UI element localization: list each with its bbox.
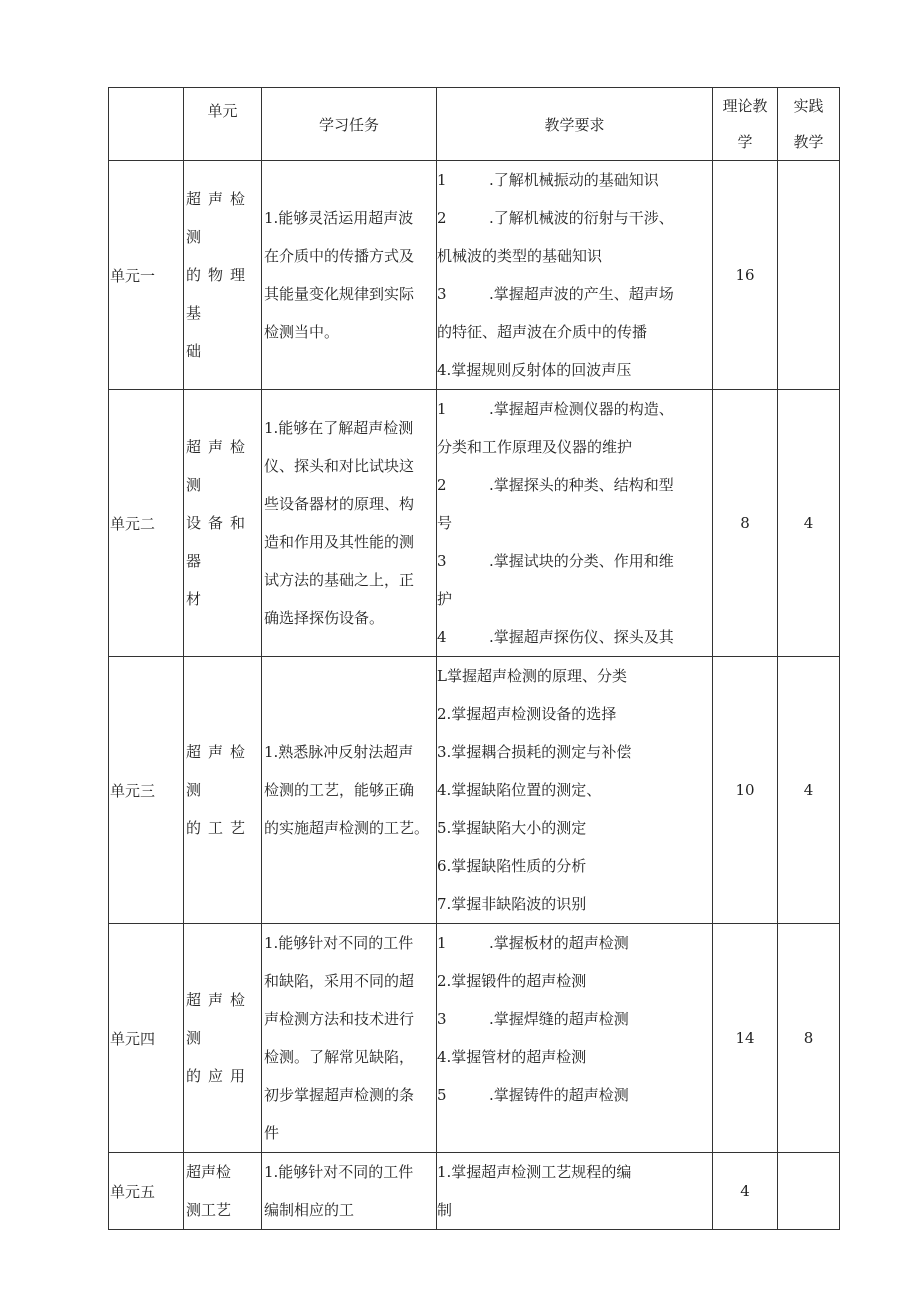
requirement-number: 4 [437,628,447,646]
teaching-requirement [437,1153,713,1230]
requirement-item [437,809,712,847]
header-blank-cell [109,88,184,161]
requirement-item [437,885,712,923]
header-theory: 理论教 学 [713,88,778,161]
subject-line: 超声检 [186,1163,232,1181]
unit-label: 单元五 [109,1153,184,1230]
subject-line: 超声检测 [186,438,253,494]
theory-hours: 10 [713,657,778,924]
unit-label: 单元二 [109,390,184,657]
task-line: 确选择探伤设备。 [264,609,385,627]
task-line: 造和作用及其性能的测 [264,533,415,551]
subject-line: 的物理基 [186,266,253,322]
requirement-text: .掌握超声探伤仪、探头及其 [489,628,674,646]
header-requirement: 教学要求 [437,88,713,161]
requirement-item [437,390,712,428]
requirement-number: 1 [437,171,447,189]
header-task: 学习任务 [262,88,437,161]
task-line: 检测。了解常见缺陷， [264,1048,415,1066]
learning-task [262,390,437,657]
teaching-requirement [437,161,713,390]
requirement-text: .掌握探头的种类、结构和型 [489,476,674,494]
task-line: 1.能够针对不同的工件 [264,1163,414,1181]
unit-subject [184,924,262,1153]
requirement-text: 分类和工作原理及仪器的维护 [437,438,633,456]
requirement-item [437,1000,712,1038]
task-line: 试方法的基础之上，正 [264,571,415,589]
requirement-item [437,733,712,771]
requirement-item [437,199,712,237]
header-unit: 单元 [184,88,262,161]
subject-line: 超声检测 [186,190,253,246]
requirement-text: 5.掌握缺陷大小的测定 [437,819,587,837]
syllabus-table [108,87,840,1230]
requirement-item [437,1153,712,1191]
practice-hours: 8 [778,924,840,1153]
requirement-text: 2.掌握锻件的超声检测 [437,972,587,990]
requirement-text: .了解机械振动的基础知识 [489,171,659,189]
unit-subject [184,1153,262,1230]
task-line: 1.能够针对不同的工件 [264,934,414,952]
learning-task [262,657,437,924]
requirement-item [437,1191,712,1229]
practice-hours [778,161,840,390]
requirement-item [437,161,712,199]
task-line: 检测的工艺，能够正确 [264,781,415,799]
table-row [109,924,840,1153]
requirement-item [437,924,712,962]
requirement-text: 制 [437,1201,453,1219]
subject-line: 材 [186,590,209,608]
table-row [109,657,840,924]
requirement-text: .掌握铸件的超声检测 [489,1086,629,1104]
requirement-number: 2 [437,476,447,494]
requirement-text: L掌握超声检测的原理、分类 [437,667,627,685]
requirement-text: 的特征、超声波在介质中的传播 [437,323,648,341]
requirement-number: 2 [437,209,447,227]
header-row [109,88,840,161]
requirement-item [437,771,712,809]
subject-line: 设备和器 [186,514,253,570]
requirement-item [437,1038,712,1076]
requirement-text: 1.掌握超声检测工艺规程的编 [437,1163,632,1181]
requirement-item [437,428,712,466]
subject-line: 超声检测 [186,743,253,799]
unit-label: 单元四 [109,924,184,1153]
unit-label: 单元三 [109,657,184,924]
requirement-text: 4.掌握缺陷位置的测定、 [437,781,602,799]
requirement-item [437,618,712,656]
practice-hours: 4 [778,657,840,924]
learning-task [262,161,437,390]
subject-line: 超声检测 [186,991,253,1047]
requirement-number: 5 [437,1086,447,1104]
task-line: 1.熟悉脉冲反射法超声 [264,743,414,761]
requirement-text: .了解机械波的衍射与干涉、 [489,209,674,227]
teaching-requirement [437,924,713,1153]
theory-hours: 4 [713,1153,778,1230]
header-practice: 实践 教学 [778,88,840,161]
subject-line: 的应用 [186,1067,253,1085]
practice-hours [778,1153,840,1230]
requirement-text: .掌握超声检测仪器的构造、 [489,400,674,418]
task-line: 的实施超声检测的工艺。 [264,819,430,837]
task-line: 编制相应的工 [264,1201,355,1219]
task-line: 其能量变化规律到实际 [264,285,415,303]
requirement-text: 4.掌握管材的超声检测 [437,1048,587,1066]
learning-task [262,924,437,1153]
requirement-item [437,1076,712,1114]
requirement-item [437,542,712,580]
requirement-text: .掌握超声波的产生、超声场 [489,285,674,303]
requirement-text: 机械波的类型的基础知识 [437,247,603,265]
requirement-item [437,962,712,1000]
requirement-number: 3 [437,285,447,303]
practice-hours: 4 [778,390,840,657]
requirement-text: 6.掌握缺陷性质的分析 [437,857,587,875]
subject-line: 的工艺 [186,819,253,837]
table-row [109,390,840,657]
requirement-number: 1 [437,934,447,952]
task-line: 检测当中。 [264,323,340,341]
requirement-number: 3 [437,552,447,570]
task-line: 1.能够在了解超声检测 [264,419,414,437]
task-line: 些设备器材的原理、构 [264,495,415,513]
requirement-item [437,657,712,695]
unit-subject [184,161,262,390]
task-line: 件 [264,1124,280,1142]
task-line: 仪、探头和对比试块这 [264,457,415,475]
task-line: 和缺陷，采用不同的超 [264,972,415,990]
requirement-item [437,847,712,885]
requirement-item [437,313,712,351]
teaching-requirement [437,390,713,657]
requirement-text: 号 [437,514,453,532]
requirement-number: 1 [437,400,447,418]
subject-line: 础 [186,342,209,360]
unit-subject [184,390,262,657]
requirement-item [437,351,712,389]
requirement-item [437,275,712,313]
unit-subject [184,657,262,924]
table-row [109,1153,840,1230]
table-row [109,161,840,390]
requirement-text: .掌握板材的超声检测 [489,934,629,952]
task-line: 初步掌握超声检测的条 [264,1086,415,1104]
requirement-item [437,237,712,275]
requirement-item [437,466,712,504]
theory-hours: 14 [713,924,778,1153]
requirement-text: 4.掌握规则反射体的回波声压 [437,361,632,379]
requirement-item [437,504,712,542]
requirement-number: 3 [437,1010,447,1028]
subject-line: 测工艺 [186,1201,232,1219]
unit-label: 单元一 [109,161,184,390]
requirement-item [437,695,712,733]
task-line: 在介质中的传播方式及 [264,247,415,265]
requirement-text: 3.掌握耦合损耗的测定与补偿 [437,743,632,761]
theory-hours: 8 [713,390,778,657]
teaching-requirement [437,657,713,924]
requirement-text: 7.掌握非缺陷波的识别 [437,895,587,913]
requirement-text: 护 [437,590,453,608]
requirement-text: 2.掌握超声检测设备的选择 [437,705,617,723]
task-line: 1.能够灵活运用超声波 [264,209,414,227]
requirement-text: .掌握焊缝的超声检测 [489,1010,629,1028]
requirement-item [437,580,712,618]
theory-hours: 16 [713,161,778,390]
requirement-text: .掌握试块的分类、作用和维 [489,552,674,570]
task-line: 声检测方法和技术进行 [264,1010,415,1028]
learning-task [262,1153,437,1230]
